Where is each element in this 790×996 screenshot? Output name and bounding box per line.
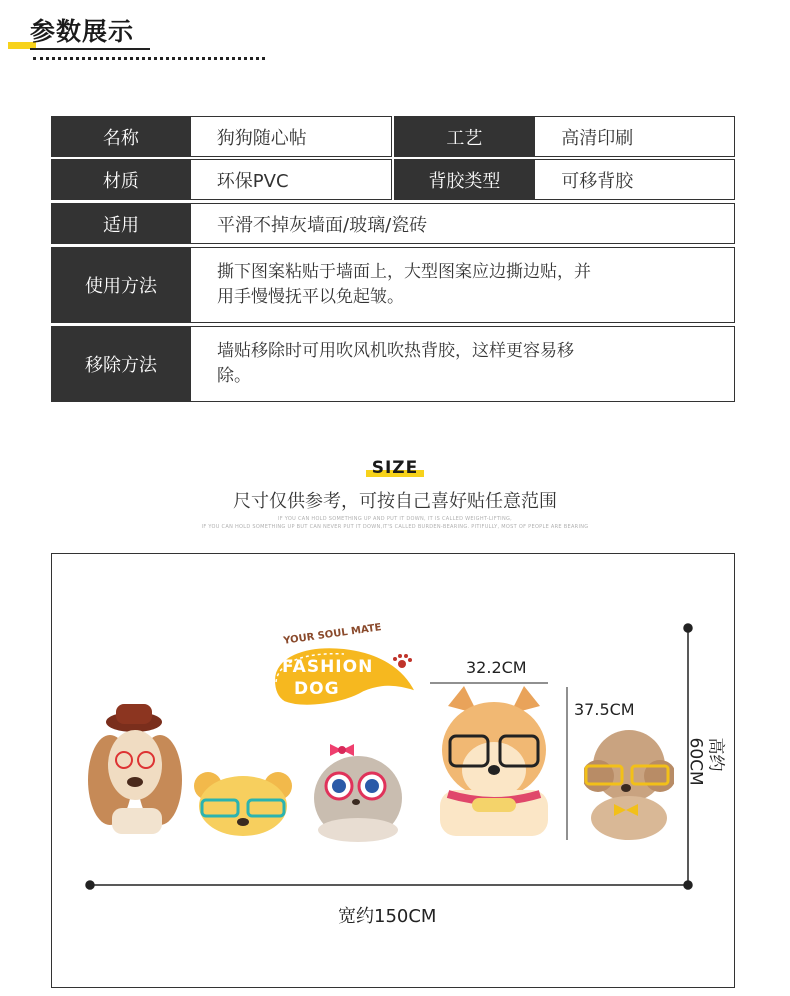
- beagle-dog-illustration: [80, 700, 188, 840]
- spec-value-name: 狗狗随心帖: [190, 116, 392, 157]
- spec-value-applicable: 平滑不掉灰墙面/玻璃/瓷砖: [190, 203, 735, 244]
- total-width-label: 宽约150CM: [338, 906, 437, 927]
- spec-value-removal: 墙贴移除时可用吹风机吹热背胶，这样更容易移除。: [190, 326, 735, 402]
- badge-main-text-2: DOG: [294, 679, 340, 699]
- small-dog-height-label: 37.5CM: [574, 700, 635, 719]
- big-dog-width-label: 32.2CM: [466, 658, 527, 677]
- shiba-dog-illustration: [434, 686, 554, 838]
- grey-puppy-illustration: [308, 738, 408, 842]
- spec-label-removal: 移除方法: [51, 326, 191, 402]
- spec-value-adhesive: 可移背胶: [534, 159, 735, 200]
- height-dimension-dot-top: [684, 624, 692, 632]
- width-dimension-dot-left: [86, 881, 94, 889]
- badge-top-text: YOUR SOUL MATE: [282, 622, 383, 647]
- total-height-label: 高约60CM: [685, 737, 726, 786]
- section-title: 参数展示: [30, 17, 135, 46]
- spec-label-craft: 工艺: [394, 116, 536, 157]
- size-fine-print-1: IF YOU CAN HOLD SOMETHING UP AND PUT IT DOWN, IT IS CALLED WEIGHT-LIFTING,: [277, 516, 513, 522]
- size-label: SIZE: [368, 458, 423, 478]
- badge-main-text-1: FASHION: [282, 657, 374, 677]
- spec-label-usage: 使用方法: [51, 247, 191, 323]
- spec-label-material: 材质: [51, 159, 191, 200]
- spec-value-craft: 高清印刷: [534, 116, 735, 157]
- spec-label-name: 名称: [51, 116, 191, 157]
- size-subtitle: 尺寸仅供参考，可按自己喜好贴任意范围: [233, 491, 557, 512]
- poodle-dog-illustration: [584, 728, 674, 840]
- spec-value-usage: 撕下图案粘贴于墙面上，大型图案应边撕边贴，并用手慢慢抚平以免起皱。: [190, 247, 735, 323]
- spec-label-adhesive: 背胶类型: [394, 159, 536, 200]
- spec-label-applicable: 适用: [51, 203, 191, 244]
- yellow-puppy-illustration: [192, 766, 294, 838]
- spec-value-material: 环保PVC: [190, 159, 392, 200]
- size-fine-print-2: IF YOU CAN HOLD SOMETHING UP BUT CAN NEVER PUT IT DOWN,IT'S CALLED BURDEN-BEARING. PITIFULLY, MOST OF PEOPLE ARE BEARING: [201, 524, 589, 530]
